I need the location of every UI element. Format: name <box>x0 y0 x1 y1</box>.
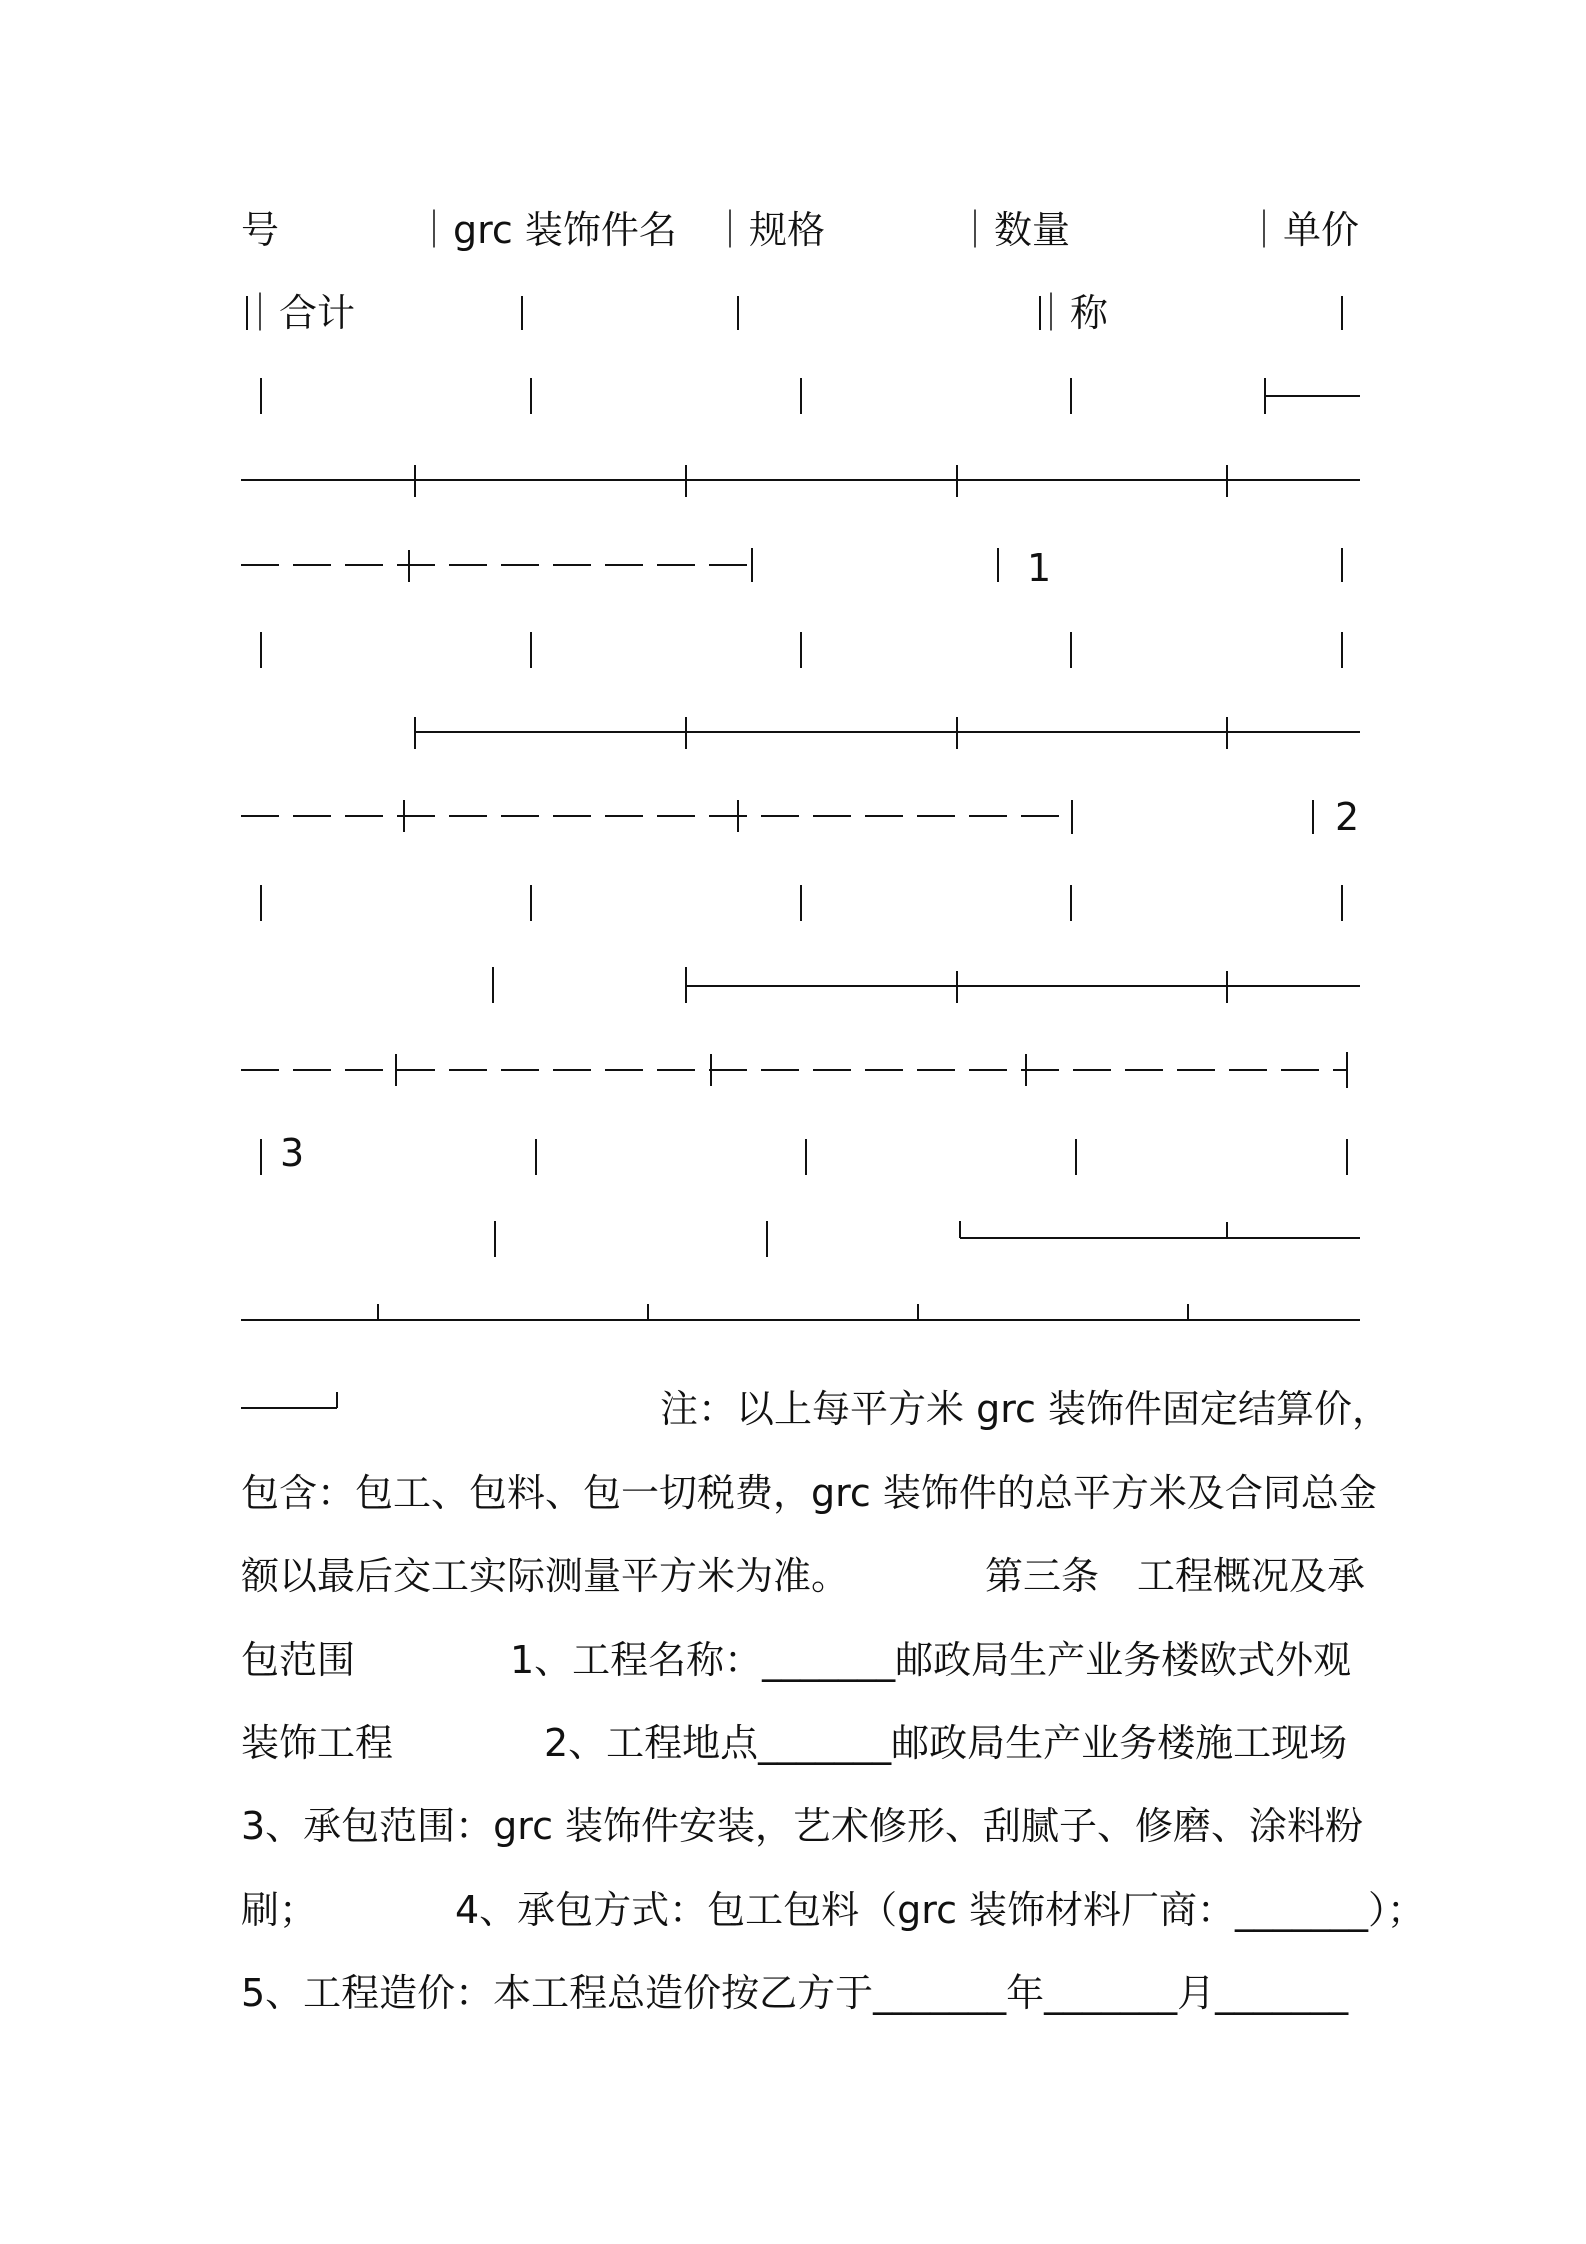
table-header-spec: ｜规格 <box>711 208 826 252</box>
paragraph-line-4a: 装饰工程 <box>241 1721 394 1765</box>
table-header-name: ｜grc 装饰件名 <box>415 208 677 252</box>
paragraph-line-2b: 第三条 工程概况及承 <box>985 1554 1366 1598</box>
row-number-3: 3 <box>280 1131 305 1175</box>
paragraph-line-7: 5、工程造价：本工程总造价按乙方于_______年_______月_______ <box>241 1971 1349 2015</box>
row-number-1: 1 <box>1027 546 1052 590</box>
table-header-no: 号 <box>241 208 280 252</box>
table-header-total: ｜合计 <box>241 291 356 335</box>
table-header-qty: ｜数量 <box>956 208 1071 252</box>
table-header-price: ｜单价 <box>1245 208 1360 252</box>
paragraph-line-6b: 4、承包方式：包工包料（grc 装饰材料厂商：_______）； <box>455 1888 1426 1932</box>
paragraph-line-5: 3、承包范围：grc 装饰件安装，艺术修形、刮腻子、修磨、涂料粉 <box>241 1804 1364 1848</box>
paragraph-line-3b: 1、工程名称：_______邮政局生产业务楼欧式外观 <box>510 1638 1352 1682</box>
note-line: 注：以上每平方米 grc 装饰件固定结算价， <box>660 1387 1390 1431</box>
table-header-name-cont: ｜称 <box>1032 291 1109 335</box>
paragraph-line-3a: 包范围 <box>241 1638 356 1682</box>
paragraph-line-2a: 额以最后交工实际测量平方米为准。 <box>241 1554 850 1598</box>
row-number-2: 2 <box>1335 795 1360 839</box>
paragraph-line-1: 包含：包工、包料、包一切税费，grc 装饰件的总平方米及合同总金 <box>241 1471 1377 1515</box>
paragraph-line-4b: 2、工程地点_______邮政局生产业务楼施工现场 <box>544 1721 1348 1765</box>
paragraph-line-6a: 刷； <box>241 1888 318 1932</box>
